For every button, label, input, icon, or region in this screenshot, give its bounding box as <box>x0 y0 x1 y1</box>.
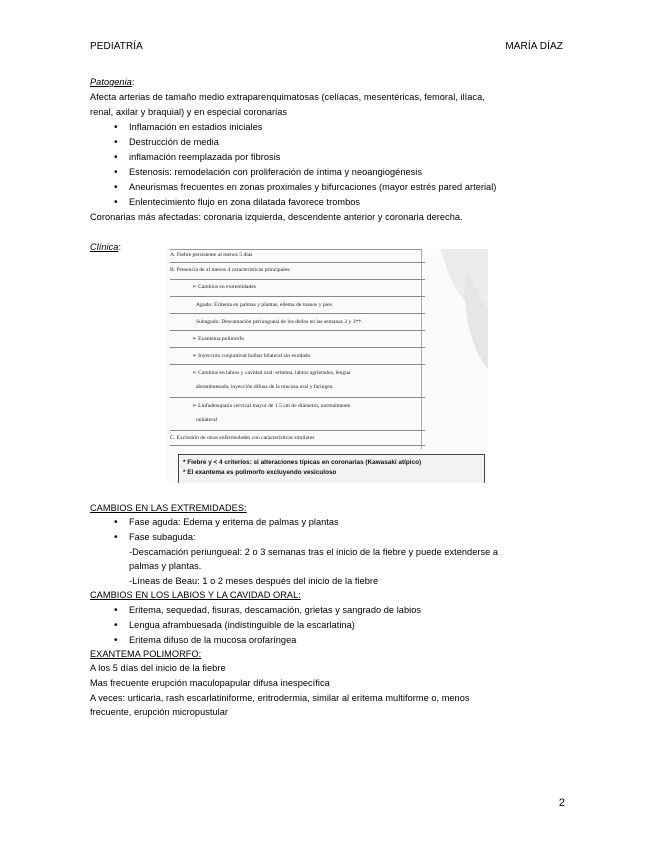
list-item: • Fase subaguda: <box>90 530 339 545</box>
list-item: • Inflamación en estadios iniciales <box>90 120 496 135</box>
extremidades-sub-2: -Líneas de Beau: 1 o 2 meses después del inicio de la fiebre <box>129 576 379 586</box>
table-cell: ➢ Cambios en labios y cavidad oral: eritema, labios agrietados, lengua <box>192 370 351 376</box>
extremidades-sub-1-line-1: -Descamación periungueal: 2 o 3 semanas tras el inicio de la fiebre y puede extenderse a <box>129 547 499 557</box>
extremidades-sub-1-line-2: palmas y plantas. <box>129 561 202 571</box>
clinica-title: Clínica <box>90 242 119 252</box>
list-item: • Estenosis: remodelación con proliferación de íntima y neoangiogénesis <box>90 165 496 180</box>
criteria-note-2: * El exantema es polimorfo excluyendo vesiculoso <box>183 469 337 476</box>
table-cell: unilateral <box>196 417 218 423</box>
list-item: • Fase aguda: Edema y eritema de palmas y plantas <box>90 515 339 530</box>
exantema-line-1: A los 5 días del inicio de la fiebre <box>90 663 226 673</box>
table-cell: ➢ Inyección conjuntival bulbar bilateral sin exudado <box>192 353 311 359</box>
table-cell: ➢ Exantema polimorfo <box>192 336 245 342</box>
criteria-table <box>170 249 425 446</box>
header-author: MARÍA DÍAZ <box>505 41 563 52</box>
list-item: • Enlentecimiento flujo en zona dilatada favorece trombos <box>90 195 496 210</box>
list-item: • inflamación reemplazada por fibrosis <box>90 150 496 165</box>
patogenia-intro-line-1: Afecta arterias de tamaño medio extraparenquimatosas (celíacas, mesentéricas, femoral, ilíaca, <box>90 92 485 102</box>
table-row <box>170 263 425 280</box>
table-row <box>170 365 425 398</box>
extremidades-bullet-list <box>90 515 339 545</box>
patogenia-intro-line-2: renal, axilar y braquial) y en especial coronarias <box>90 107 288 117</box>
criteria-table-image <box>166 249 488 483</box>
table-cell: Agudo: Eritema en palmas y plantas, edema de manos y pies <box>196 302 332 308</box>
exantema-line-4: frecuente, erupción micropustular <box>90 707 228 717</box>
table-row <box>170 249 425 263</box>
table-row <box>170 348 425 365</box>
labios-heading: CAMBIOS EN LOS LABIOS Y LA CAVIDAD ORAL: <box>90 590 301 600</box>
table-cell: Subagudo: Descamación periungueal de los dedos en las semanas 2 y 3**. <box>196 319 363 325</box>
list-item: • Destrucción de media <box>90 135 496 150</box>
table-row <box>170 297 425 314</box>
patogenia-heading <box>90 75 134 90</box>
list-item: • Eritema, sequedad, fisuras, descamación, grietas y sangrado de labios <box>90 603 421 618</box>
exantema-heading: EXANTEMA POLIMORFO: <box>90 649 202 659</box>
table-cell: ➢ Cambios en extremidades <box>192 284 256 290</box>
labios-bullet-list <box>90 603 421 648</box>
page-number: 2 <box>558 797 565 809</box>
table-cell: C. Exclusión de otras enfermedades con características similares <box>170 435 315 441</box>
list-item: • Lengua aframbuesada (indistinguible de la escarlatina) <box>90 618 421 633</box>
table-cell: ➢ Linfadenopatía cervical mayor de 1.5 cm de diámetro, normalmente <box>192 403 351 409</box>
table-row <box>170 431 425 446</box>
criteria-note-1: * Fiebre y < 4 criterios: si alteraciones típicas en coronarias (Kawasaki atípico) <box>183 459 422 466</box>
extremidades-heading: CAMBIOS EN LAS EXTREMIDADES: <box>90 503 247 513</box>
table-row <box>170 314 425 331</box>
table-cell: abrambuesada, inyección difusa de la mucosa oral y faríngea. <box>196 384 334 390</box>
exantema-line-2: Mas frecuente erupción maculopapular difusa inespecífica <box>90 678 330 688</box>
list-item: • Aneurismas frecuentes en zonas proximales y bifurcaciones (mayor estrés pared arterial) <box>90 180 496 195</box>
table-cell: B. Presencia de al menos 4 características principales: <box>170 267 291 273</box>
list-item: • Eritema difuso de la mucosa orofaríngea <box>90 633 421 648</box>
criteria-note-box <box>178 454 485 483</box>
clinica-title-colon: : <box>118 242 122 252</box>
header-subject: PEDIATRÍA <box>90 41 143 52</box>
patogenia-title-colon: : <box>131 77 135 87</box>
patogenia-bullet-list <box>90 120 496 210</box>
exantema-line-3: A veces: urticaria, rash escarlatiniforme, eritrodermia, similar al eritema multiforme o, menos <box>90 693 470 703</box>
table-row <box>170 331 425 348</box>
table-row <box>170 398 425 431</box>
patogenia-title: Patogenia <box>90 77 132 87</box>
coronarias-text: Coronarias más afectadas: coronaria izquierda, descendente anterior y coronaria derecha. <box>90 212 463 222</box>
table-cell: A. Fiebre persistente al menos 5 días <box>170 252 253 258</box>
table-row <box>170 280 425 297</box>
clinica-heading <box>90 240 121 255</box>
